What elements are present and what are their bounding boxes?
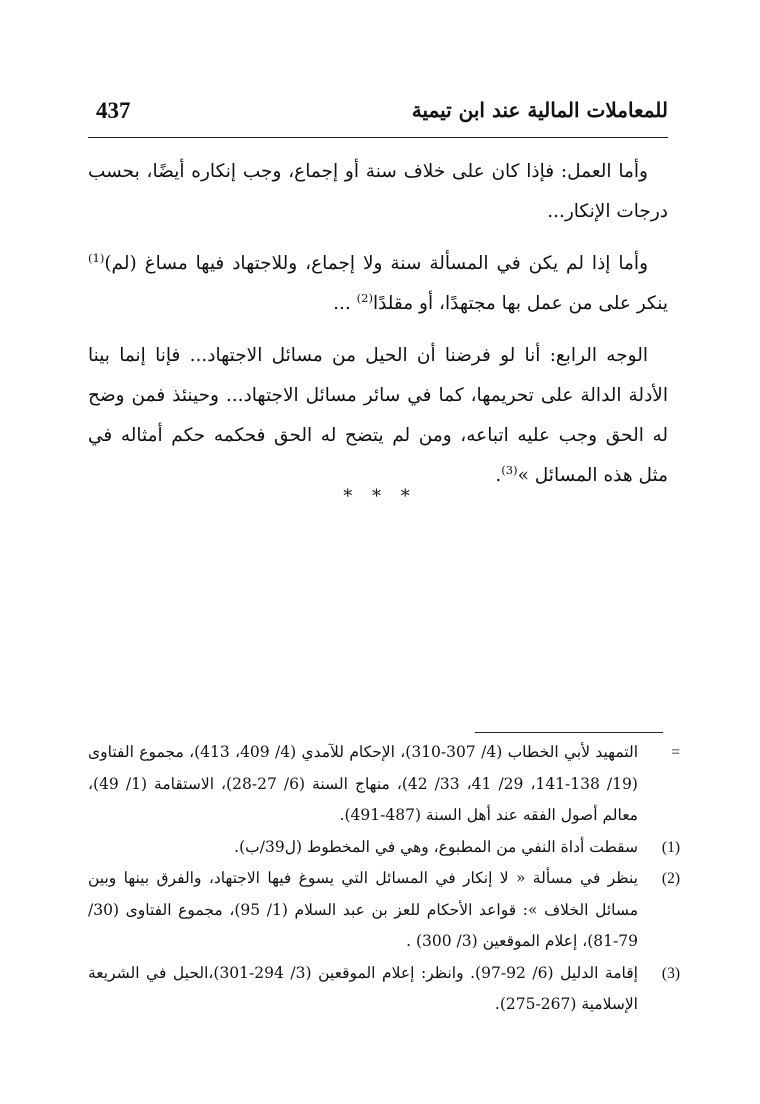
footnote-ref-3: (3)	[501, 462, 518, 477]
footnote-continued	[88, 737, 680, 832]
footnote-ref-2: (2)	[356, 290, 373, 305]
paragraph-text: وأما إذا لم يكن في المسألة سنة ولا إجماع، وللاجتهاد فيها مساغ (لم)	[104, 253, 648, 274]
footnote-2	[88, 863, 680, 958]
footnote-marker: =	[671, 744, 680, 761]
footnote-text: ينظر في مسألة « لا إنكار في المسائل التي يسوغ فيها الاجتهاد، والفرق بينها وبين مسائل الخلاف »: قواعد الأحكام للعز بن عبد السلام (1/ 95)، مجموع الفتاوى (30/ 79-81)، إعلام الموقعين (3/ 300) .	[88, 869, 638, 950]
running-title: للمعاملات المالية عند ابن تيمية	[411, 98, 668, 122]
footnotes	[88, 737, 680, 1021]
paragraph-3	[88, 336, 668, 496]
section-separator: * * *	[343, 486, 417, 507]
header-rule	[88, 137, 668, 138]
paragraph-tail: .	[495, 465, 502, 486]
footnote-ref-1: (1)	[88, 250, 105, 265]
paragraph-tail: ...	[333, 293, 357, 314]
page-header	[88, 98, 668, 132]
paragraph-1	[88, 152, 668, 232]
footnote-3	[88, 958, 680, 1021]
footnote-text: التمهيد لأبي الخطاب (4/ 307-310)، الإحكام للآمدي (4/ 409، 413)، مجموع الفتاوى (19/ 138-141، 29/ 41، 33/ 42)، منهاج السنة (6/ 27-28)، الاستقامة (1/ 49)، معالم أصول الفقه عند أهل السنة (487-491).	[88, 743, 638, 824]
footnote-text: إقامة الدليل (6/ 92-97). وانظر: إعلام الموقعين (3/ 294-301)،الحيل في الشريعة الإسلامية (267-275).	[88, 963, 638, 1013]
footnote-1	[88, 832, 680, 864]
footnote-rule	[475, 732, 663, 733]
footnote-marker: (3)	[661, 964, 680, 982]
main-text	[88, 152, 668, 496]
paragraph-2	[88, 244, 668, 324]
paragraph-text-cont: ينكر على من عمل بها مجتهدًا، أو مقلدًا	[372, 293, 668, 314]
paragraph-text: الوجه الرابع: أنا لو فرضنا أن الحيل من مسائل الاجتهاد... فإنا إنما بينا الأدلة الدالة على تحريمها، كما في سائر مسائل الاجتهاد... وحينئذ فمن وضح له الحق وجب عليه اتباعه، ومن لم يتضح له الحق فحكمه حكم أمثاله في مثل هذه المسائل »	[88, 345, 668, 486]
footnote-text: سقطت أداة النفي من المطبوع، وهي في المخطوط (ل39/ب).	[234, 837, 638, 856]
page-number: 437	[96, 98, 131, 123]
footnote-marker: (1)	[661, 838, 680, 856]
paragraph-text: وأما العمل: فإذا كان على خلاف سنة أو إجماع، وجب إنكاره أيضًا، بحسب درجات الإنكار...	[88, 161, 668, 222]
footnote-marker: (2)	[661, 870, 680, 887]
